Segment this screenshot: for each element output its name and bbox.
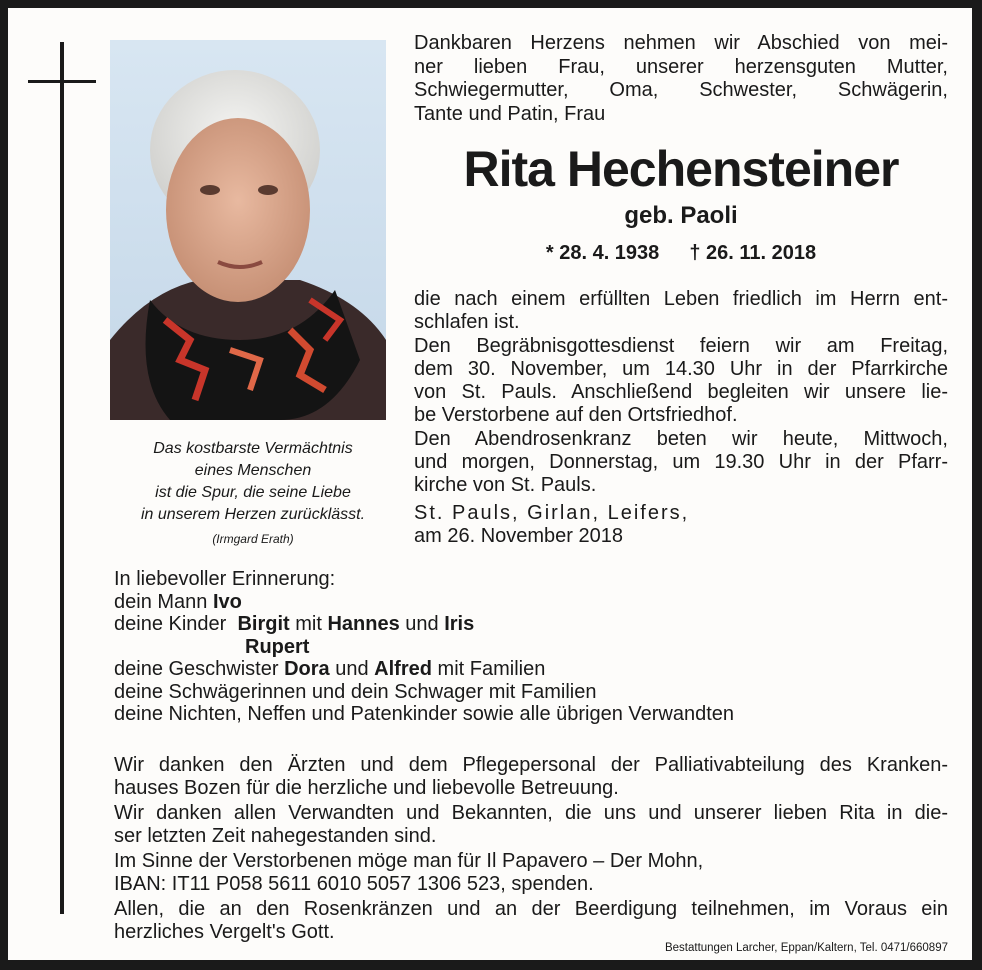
place-line: St. Pauls, Girlan, Leifers, bbox=[414, 501, 690, 524]
family-children bbox=[114, 613, 934, 636]
thanks-line: hauses Bozen für die herzliche und liebevolle Betreuung. bbox=[114, 776, 619, 799]
children-prefix: deine Kinder bbox=[114, 613, 227, 635]
body-line: die nach einem erfüllten Leben friedlich im Herrn ent- bbox=[414, 288, 948, 310]
family-relatives: deine Nichten, Neffen und Patenkinder sowie alle übrigen Verwandten bbox=[114, 703, 735, 725]
quote-line: eines Menschen bbox=[194, 462, 312, 479]
death-date: † 26. 11. 2018 bbox=[689, 242, 817, 264]
quote-line: in unserem Herzen zurücklässt. bbox=[140, 506, 366, 523]
body-line: Den Begräbnisgottesdienst feiern wir am Freitag, bbox=[414, 334, 948, 357]
cross-horizontal bbox=[28, 80, 96, 83]
intro-line: ner lieben Frau, unserer herzensguten Mutter, bbox=[414, 55, 948, 78]
iban-line: IBAN: IT11 P058 5611 6010 5057 1306 523, spenden. bbox=[114, 872, 594, 895]
donation-line: Im Sinne der Verstorbenen möge man für Il Papavero – Der Mohn, bbox=[114, 850, 704, 872]
body-line: von St. Pauls. Anschließend begleiten wir unsere lie- bbox=[414, 381, 948, 404]
quote-source: (Irmgard Erath) bbox=[212, 532, 294, 546]
child-name: Birgit bbox=[237, 613, 290, 635]
memorial-quote bbox=[108, 438, 398, 550]
intro-line: Schwiegermutter, Oma, Schwester, Schwägerin, bbox=[414, 79, 948, 101]
siblings-prefix: deine Geschwister bbox=[114, 658, 279, 680]
grandchild-name: Iris bbox=[444, 613, 475, 635]
family-heading: In liebevoller Erinnerung: bbox=[114, 568, 336, 590]
with-text: mit bbox=[295, 613, 322, 635]
life-dates bbox=[414, 242, 948, 265]
birth-date: * 28. 4. 1938 bbox=[545, 242, 660, 264]
sibling-name: Alfred bbox=[374, 658, 432, 680]
obituary-card bbox=[8, 8, 972, 960]
body-line: Den Abendrosenkranz beten wir heute, Mittwoch, bbox=[414, 427, 948, 450]
thanks-line: Wir danken allen Verwandten und Bekannten, die uns und unserer lieben Rita in die- bbox=[114, 802, 948, 824]
and-text: und bbox=[405, 613, 439, 635]
family-list bbox=[114, 568, 934, 726]
intro-text bbox=[414, 32, 948, 126]
family-inlaws: deine Schwägerinnen und dein Schwager mit Familien bbox=[114, 680, 597, 703]
child-name: Rupert bbox=[245, 635, 310, 658]
partner-name: Hannes bbox=[327, 613, 400, 635]
sibling-name: Dora bbox=[284, 658, 330, 680]
siblings-suffix: mit Familien bbox=[437, 658, 546, 680]
body-line: kirche von St. Pauls. bbox=[414, 474, 597, 497]
thanks-line: Wir danken den Ärzten und dem Pflegepersonal der Palliativabteilung des Kranken- bbox=[114, 754, 948, 776]
intro-line: Tante und Patin, Frau bbox=[414, 102, 606, 125]
quote-line: ist die Spur, die seine Liebe bbox=[155, 484, 351, 501]
maiden-name: geb. Paoli bbox=[624, 202, 738, 229]
and-text: und bbox=[335, 658, 369, 680]
body-line: und morgen, Donnerstag, um 19.30 Uhr in der Pfarr- bbox=[414, 451, 948, 474]
family-children-2 bbox=[114, 636, 934, 659]
quote-line: Das kostbarste Vermächtnis bbox=[153, 440, 353, 457]
thanks-line: Allen, die an den Rosenkränzen und an der Beerdigung teilnehmen, im Voraus ein bbox=[114, 898, 948, 920]
body-line: be Verstorbene auf den Ortsfriedhof. bbox=[414, 404, 738, 427]
husband-prefix: dein Mann bbox=[114, 590, 208, 613]
family-husband bbox=[114, 591, 934, 614]
portrait-photo bbox=[110, 40, 386, 420]
family-siblings bbox=[114, 658, 934, 681]
body-line: dem 30. November, um 14.30 Uhr in der Pfarrkirche bbox=[414, 357, 948, 380]
funeral-home-footer: Bestattungen Larcher, Eppan/Kaltern, Tel. 0471/660897 bbox=[664, 942, 948, 954]
cross-vertical bbox=[60, 42, 64, 914]
funeral-details bbox=[414, 288, 948, 548]
intro-line: Dankbaren Herzens nehmen wir Abschied von mei- bbox=[414, 32, 948, 54]
husband-name: Ivo bbox=[212, 590, 242, 613]
deceased-name: Rita Hechensteiner bbox=[463, 141, 899, 197]
body-line: schlafen ist. bbox=[414, 311, 520, 334]
date-line: am 26. November 2018 bbox=[414, 524, 624, 547]
thanks-line: herzliches Vergelt's Gott. bbox=[114, 920, 335, 943]
thanks-section bbox=[114, 754, 948, 943]
thanks-line: ser letzten Zeit nahegestanden sind. bbox=[114, 824, 437, 847]
